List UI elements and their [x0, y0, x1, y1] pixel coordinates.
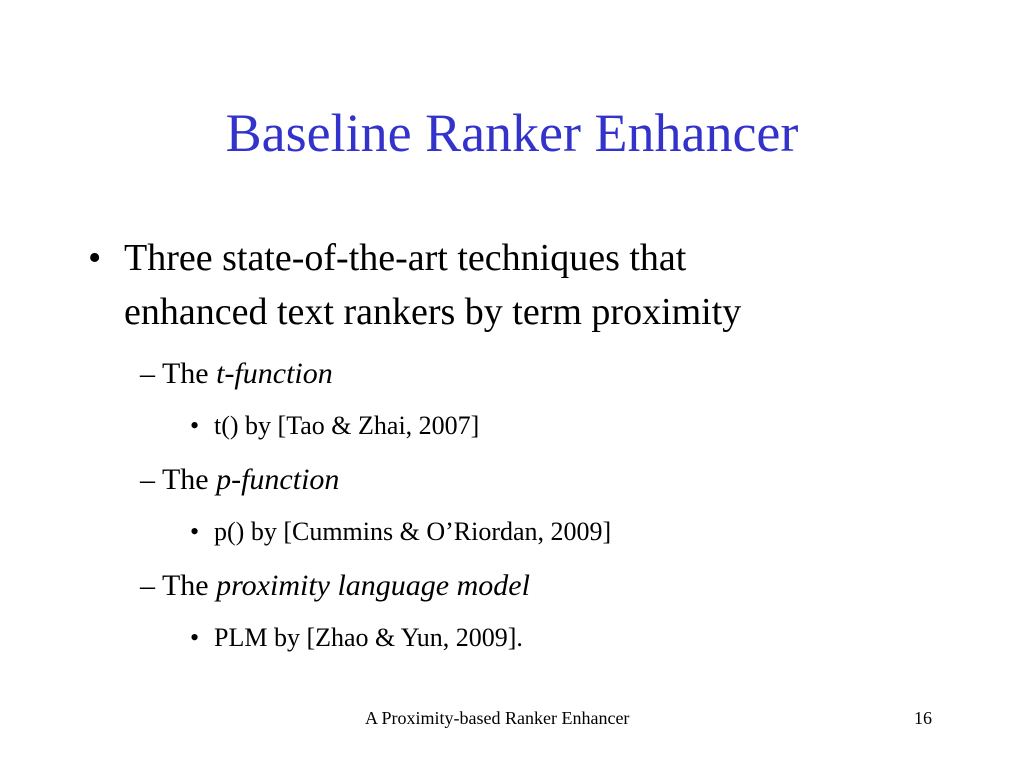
sub-bullet-t-function — [140, 354, 333, 394]
sub-sub-bullet-marker: • — [190, 411, 200, 440]
sub-sub-bullet-marker: • — [190, 517, 200, 546]
main-bullet-marker: • — [88, 237, 102, 279]
page-number: 16 — [914, 708, 932, 728]
sub-sub-bullet-cummins: p() by [Cummins & O’Riordan, 2009] — [214, 517, 612, 546]
dash-marker: – — [140, 569, 155, 602]
sub-bullet-p-function — [140, 460, 339, 500]
sub-sub-bullet-tao-zhai: t() by [Tao & Zhai, 2007] — [214, 411, 480, 440]
sub-bullet-prefix: The — [161, 357, 217, 390]
sub-bullet-proximity-language-model — [140, 566, 530, 606]
dash-marker: – — [140, 357, 155, 390]
sub-bullet-prefix: The — [161, 569, 217, 602]
sub-bullet-emphasis: p-function — [216, 463, 340, 496]
sub-bullet-emphasis: proximity language model — [216, 569, 530, 602]
sub-sub-bullet-marker: • — [190, 623, 200, 652]
footer-title: A Proximity-based Ranker Enhancer — [365, 708, 630, 728]
sub-bullet-prefix: The — [161, 463, 217, 496]
slide-title: Baseline Ranker Enhancer — [225, 103, 799, 163]
sub-bullet-emphasis: t-function — [216, 357, 333, 390]
main-bullet-line-1: Three state-of-the-art techniques that — [124, 237, 687, 279]
sub-sub-bullet-zhao-yun: PLM by [Zhao & Yun, 2009]. — [214, 623, 523, 652]
main-bullet-line-2: enhanced text rankers by term proximity — [124, 291, 742, 333]
dash-marker: – — [140, 463, 155, 496]
